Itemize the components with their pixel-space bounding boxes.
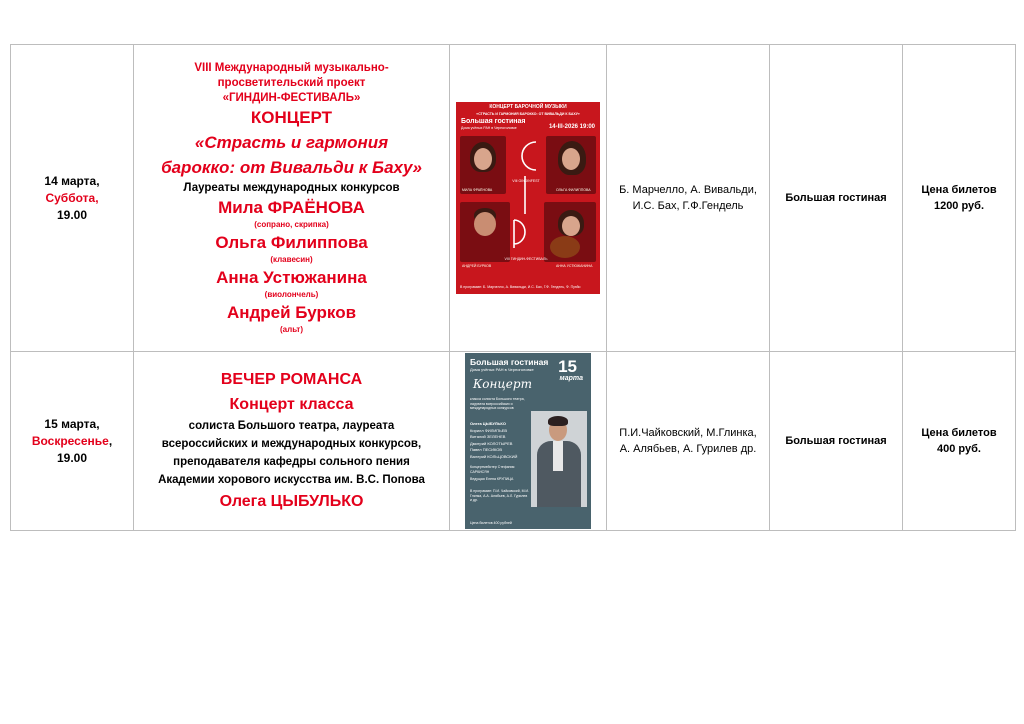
- performer-name: Олега ЦЫБУЛЬКО: [219, 493, 364, 510]
- concert-poster: [456, 102, 600, 294]
- venue-text: Большая гостиная: [785, 192, 887, 204]
- event-time: 19.00: [56, 450, 88, 465]
- poster-name: Кирилл ФИЛИПЬЕВ: [470, 427, 508, 433]
- performer-role: (виолончель): [264, 289, 319, 299]
- program-text: И.С. Бах, Г.Ф.Гендель: [632, 200, 744, 212]
- price-value: 1200 руб.: [933, 200, 985, 212]
- event-date-cell: [11, 352, 134, 531]
- poster-heading: КОНЦЕРТ БАРОЧНОЙ МУЗЫКИ: [489, 104, 567, 110]
- performer-role: (клавесин): [270, 254, 313, 264]
- description-text: Академии хорового искусства им. В.С. Попова: [158, 474, 425, 486]
- poster-brand: Большая гостиная: [461, 118, 526, 125]
- poster-concert: Концерт: [473, 377, 532, 391]
- concert-title: барокко: от Вивальди к Баху»: [161, 157, 422, 177]
- poster-day: 15: [558, 357, 577, 376]
- project-line: просветительский проект: [217, 76, 366, 89]
- poster-caption: АНДРЕЙ БУРКОВ: [462, 264, 492, 268]
- event-weekday: Воскресенье: [31, 433, 109, 448]
- performer-name: Ольга Филиппова: [215, 232, 368, 252]
- price-value: 400 руб.: [937, 443, 981, 455]
- project-line: «ГИНДИН-ФЕСТИВАЛЬ»: [222, 91, 361, 104]
- performer-name: Андрей Бурков: [226, 302, 357, 322]
- event-venue-cell: [770, 352, 903, 531]
- poster-name: Павел ПЕСИКОВ: [470, 447, 503, 452]
- laureates-text: Лауреаты международных конкурсов: [183, 181, 400, 194]
- event-poster-cell: [450, 352, 607, 531]
- poster-month: марта: [559, 375, 583, 382]
- performer-name: Мила ФРАЁНОВА: [218, 197, 365, 217]
- poster-name: Виталий ЗЕЛЕНЕВ: [470, 434, 506, 439]
- performer-photo: [460, 136, 506, 194]
- program-text: Б. Марчелло, А. Вивальди,: [619, 184, 757, 196]
- event-price-cell: [903, 352, 1016, 531]
- event-description-cell: [134, 352, 450, 531]
- description-text: всероссийских и международных конкурсов,: [161, 438, 422, 450]
- poster-subheading: «СТРАСТЬ И ГАРМОНИЯ БАРОККО: ОТ ВИВАЛЬДИ К БАХУ»: [476, 112, 580, 116]
- poster-brand: Большая гостиная: [470, 357, 549, 367]
- poster-accompanist: Концертмейстер Стефания САРКИСЯН: [470, 465, 515, 474]
- event-date: 14 марта,: [44, 173, 100, 188]
- poster-date: 14-III-2026 19:00: [548, 124, 595, 130]
- program-text: П.И.Чайковский, М.Глинка,: [619, 427, 757, 439]
- poster-footer: Цена билетов 400 рублей: [470, 520, 512, 525]
- poster-host: Ведущая Елена КРУПИЦА: [470, 477, 514, 481]
- table-row: [11, 45, 1016, 352]
- project-line: VIII Международный музыкально-: [194, 61, 389, 74]
- poster-brand-sub: Дома учёных РАН в Черноголовке: [470, 367, 534, 372]
- event-weekday-comma: ,: [108, 433, 113, 448]
- event-description-cell: [134, 45, 450, 352]
- poster-name: Валерий КОЛЬЦОВСКИЙ: [470, 453, 518, 459]
- event-weekday: Суббота,: [45, 190, 99, 205]
- performer-photo: [544, 202, 596, 262]
- event-program-cell: [607, 352, 770, 531]
- poster-logo-text: VIII ГИНДИН-ФЕСТИВАЛЬ: [504, 257, 548, 261]
- festival-logo-icon: [508, 136, 542, 254]
- poster-program: В программе: П.И. Чайковский, М.И. Глинка, А.А. Алябьев, А.Л. Гурилев и др.: [470, 489, 530, 502]
- concert-poster: [465, 353, 591, 529]
- singer-photo: [531, 411, 587, 507]
- event-poster-cell: [450, 45, 607, 352]
- description-text: преподавателя кафедры сольного пения: [173, 456, 410, 468]
- performer-photo: [546, 136, 596, 194]
- concert-heading: ВЕЧЕР РОМАНСА: [220, 371, 363, 388]
- table-row: [11, 352, 1016, 531]
- price-label: Цена билетов: [921, 427, 997, 439]
- event-date-cell: [11, 45, 134, 352]
- poster-caption: МИЛА ФРАЁНОВА: [462, 188, 493, 192]
- performer-photo: [460, 202, 510, 262]
- performer-role: (альт): [280, 324, 303, 334]
- poster-footer: В программе: Б. Марчелло, А. Вивальди, И.С. Бах, Г.Ф. Гендель, Ф. Пуэйо: [460, 285, 581, 289]
- poster-caption: АННА УСТЮЖАНИНА: [556, 264, 593, 268]
- event-venue-cell: [770, 45, 903, 352]
- poster-blurb: класса солиста Большого театра, лауреата всероссийских и международных конкурсов: [470, 397, 525, 410]
- performer-role: (сопрано, скрипка): [254, 219, 329, 229]
- concert-label: КОНЦЕРТ: [250, 107, 333, 127]
- price-label: Цена билетов: [921, 184, 997, 196]
- venue-text: Большая гостиная: [785, 435, 887, 447]
- event-program-cell: [607, 45, 770, 352]
- poster-name: Дмитрий КОЛОТЫРЕВ: [470, 440, 513, 446]
- event-time: 19.00: [56, 207, 88, 222]
- poster-logo-text: VIII GINDINFEST: [512, 179, 540, 183]
- description-text: солиста Большого театра, лауреата: [188, 420, 395, 432]
- poster-caption: ОЛЬГА ФИЛИППОВА: [556, 188, 591, 192]
- concert-subheading: Концерт класса: [229, 396, 354, 413]
- event-price-cell: [903, 45, 1016, 352]
- poster-brand-sub: Дома учёных РАН в Черноголовке: [461, 126, 517, 130]
- concert-schedule-table: [10, 44, 1016, 531]
- program-text: А. Алябьев, А. Гурилев др.: [619, 443, 757, 455]
- concert-title: «Страсть и гармония: [194, 132, 389, 152]
- performer-name: Анна Устюжанина: [216, 267, 367, 287]
- poster-name: Олега ЦЫБУЛЬКО: [470, 421, 506, 426]
- poster-names: [470, 421, 532, 460]
- event-date: 15 марта,: [44, 416, 100, 431]
